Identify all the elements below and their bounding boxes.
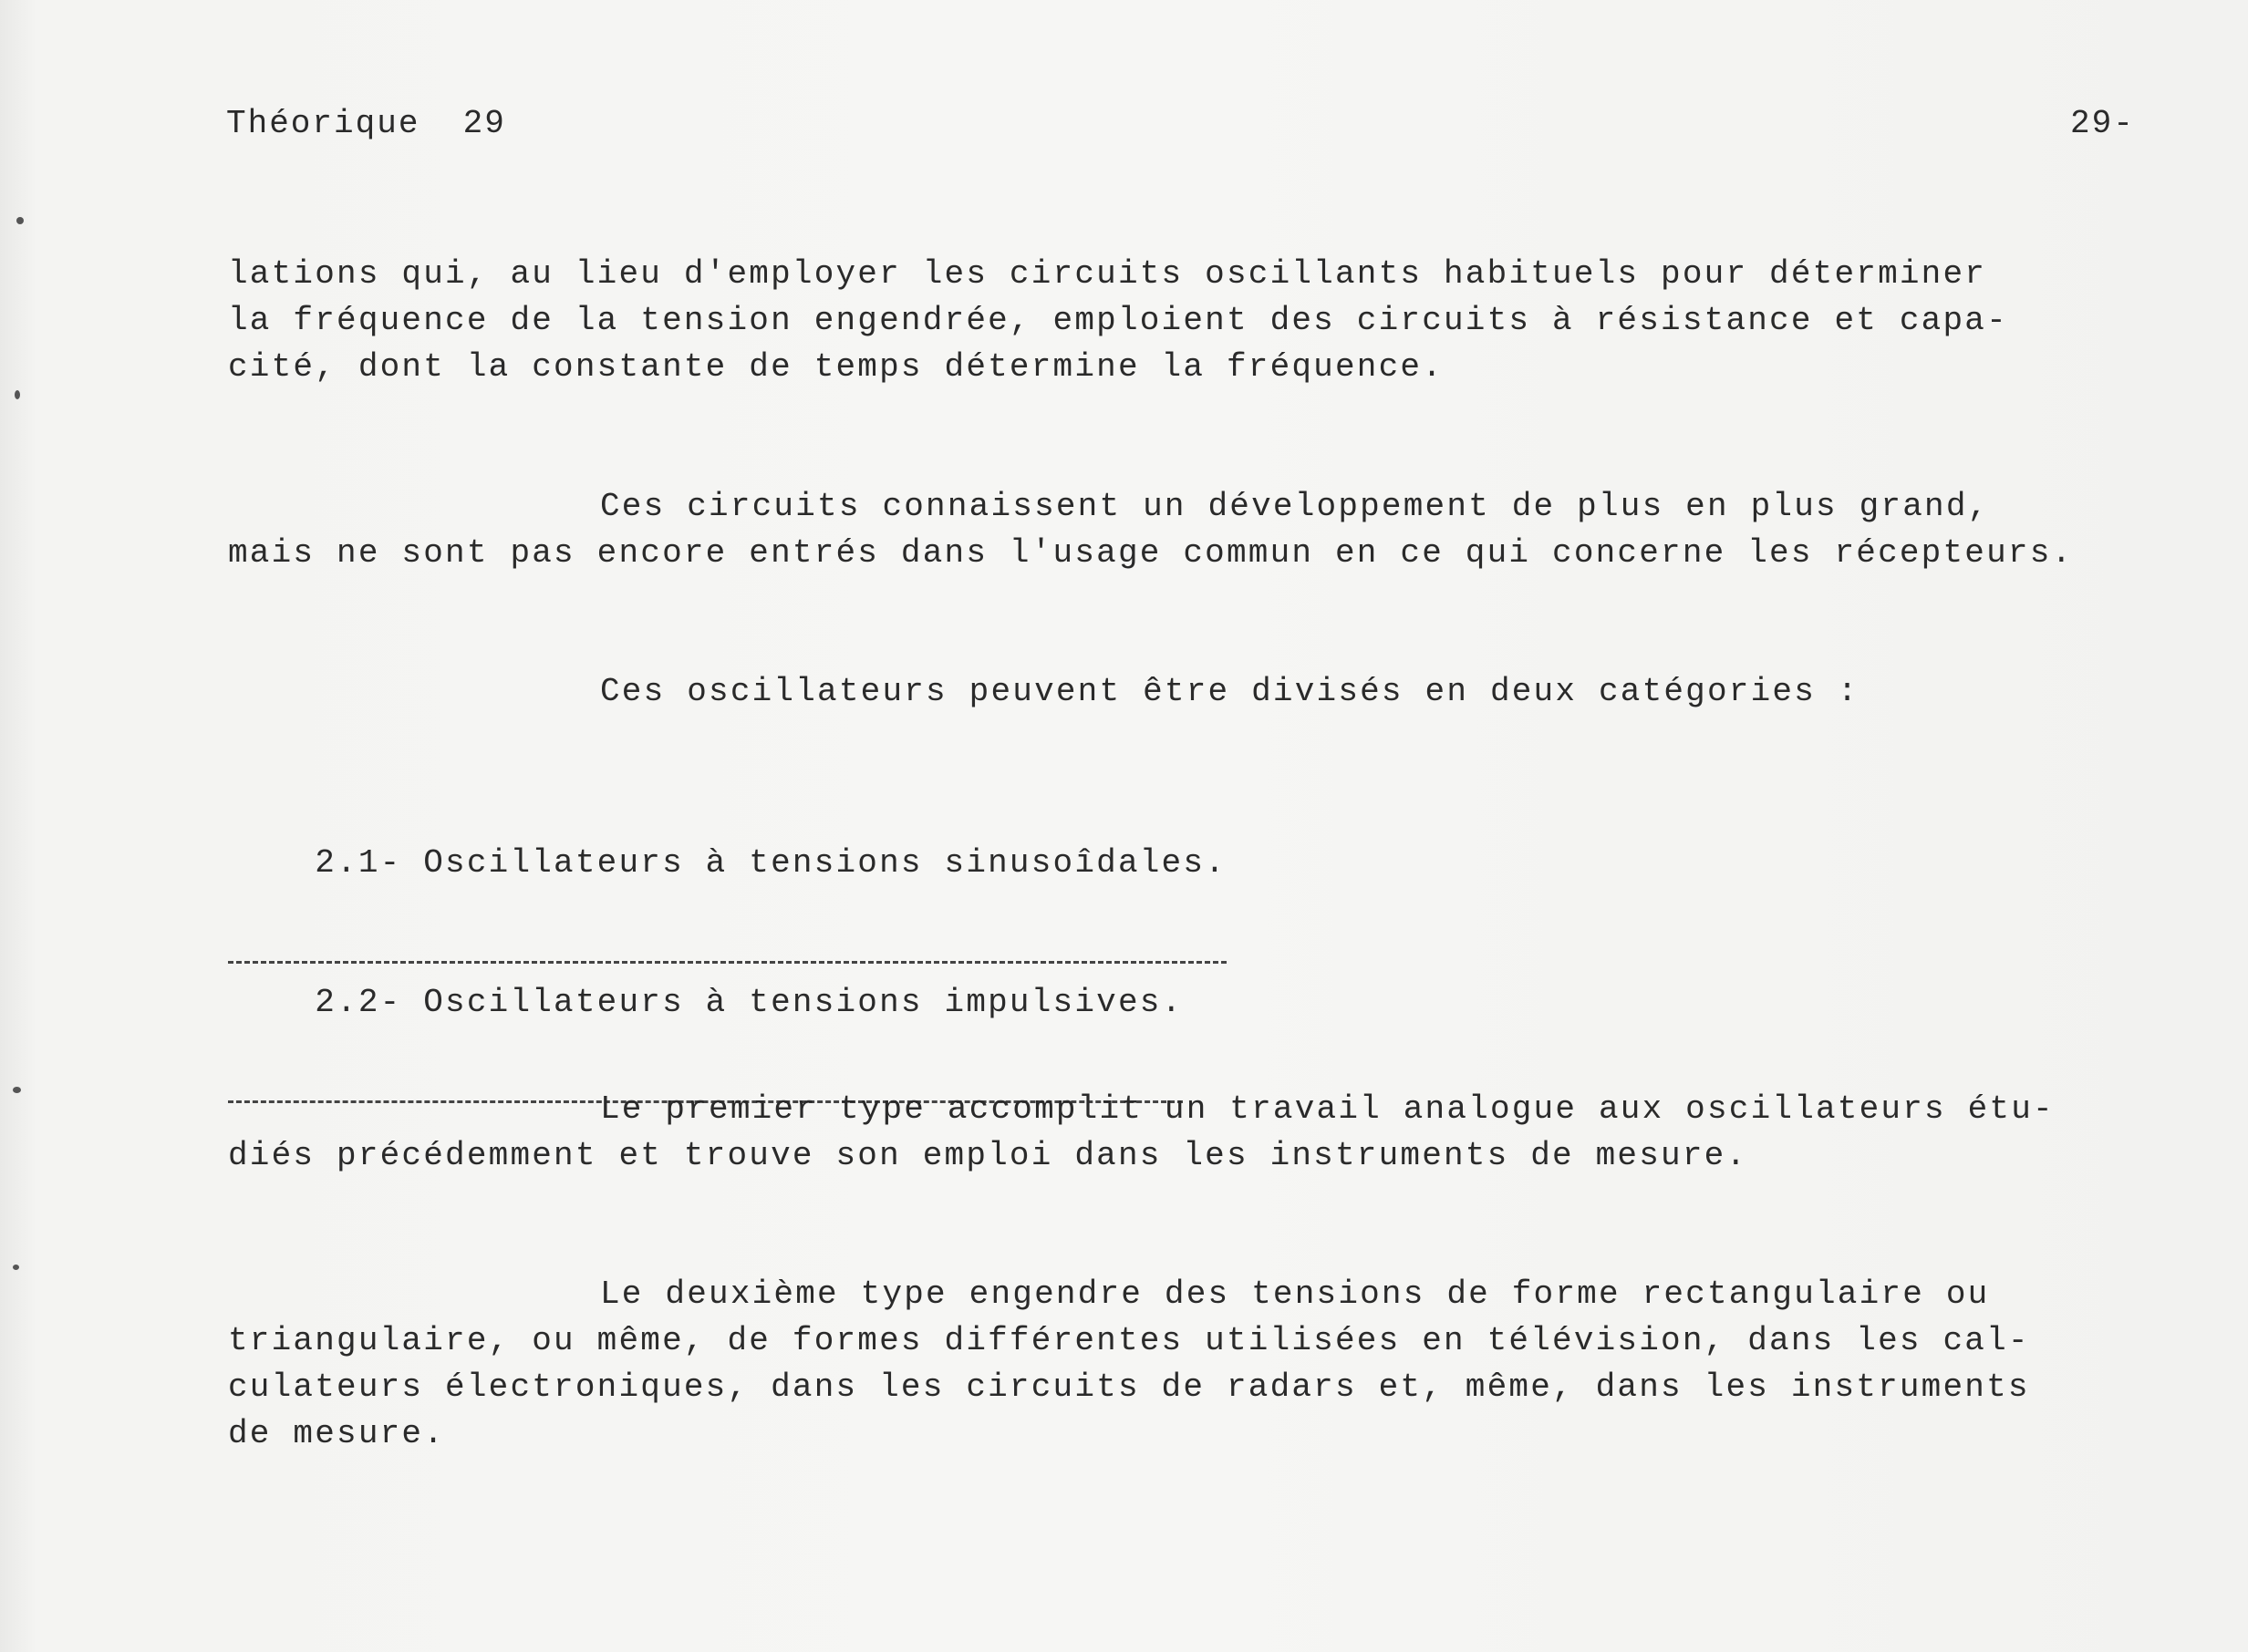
margin-mark <box>15 390 20 399</box>
paragraph-line: cité, dont la constante de temps détermine la fréquence. <box>228 348 1444 386</box>
page-number: 29- <box>2070 105 2135 142</box>
paragraph-line: Ces circuits connaissent un développement de plus en plus grand, <box>600 488 1990 525</box>
paragraph-line: Le premier type accomplit un travail analogue aux oscillateurs étu- <box>600 1090 2055 1128</box>
margin-mark <box>13 1265 19 1270</box>
section-heading-2-2 <box>228 946 1183 1101</box>
section-heading-2-1 <box>228 807 1227 962</box>
section-heading-text: 2.2- Oscillateurs à tensions impulsives. <box>315 984 1184 1021</box>
paragraph-line: Le deuxième type engendre des tensions de forme rectangulaire ou <box>600 1275 1990 1313</box>
paragraph-line: la fréquence de la tension engendrée, emploient des circuits à résistance et capa- <box>228 302 2008 339</box>
margin-mark <box>13 1087 21 1093</box>
paragraph-line: triangulaire, ou même, de formes différentes utilisées en télévision, dans les cal- <box>228 1322 2030 1359</box>
paragraph-line: lations qui, au lieu d'employer les circuits oscillants habituels pour déterminer <box>228 255 1987 293</box>
paragraph-line: diés précédemment et trouve son emploi dans les instruments de mesure. <box>228 1137 1748 1174</box>
page-header-left: Théorique 29 <box>226 105 506 142</box>
paragraph-line: de mesure. <box>228 1415 446 1452</box>
paragraph-line: mais ne sont pas encore entrés dans l'usage commun en ce qui concerne les récepteurs. <box>228 534 2074 572</box>
paragraph-line: culateurs électroniques, dans les circuits de radars et, même, dans les instruments <box>228 1368 2030 1406</box>
section-heading-text: 2.1- Oscillateurs à tensions sinusoîdales. <box>315 844 1227 882</box>
paragraph-line: Ces oscillateurs peuvent être divisés en deux catégories : <box>600 673 1860 710</box>
margin-mark <box>16 217 24 224</box>
